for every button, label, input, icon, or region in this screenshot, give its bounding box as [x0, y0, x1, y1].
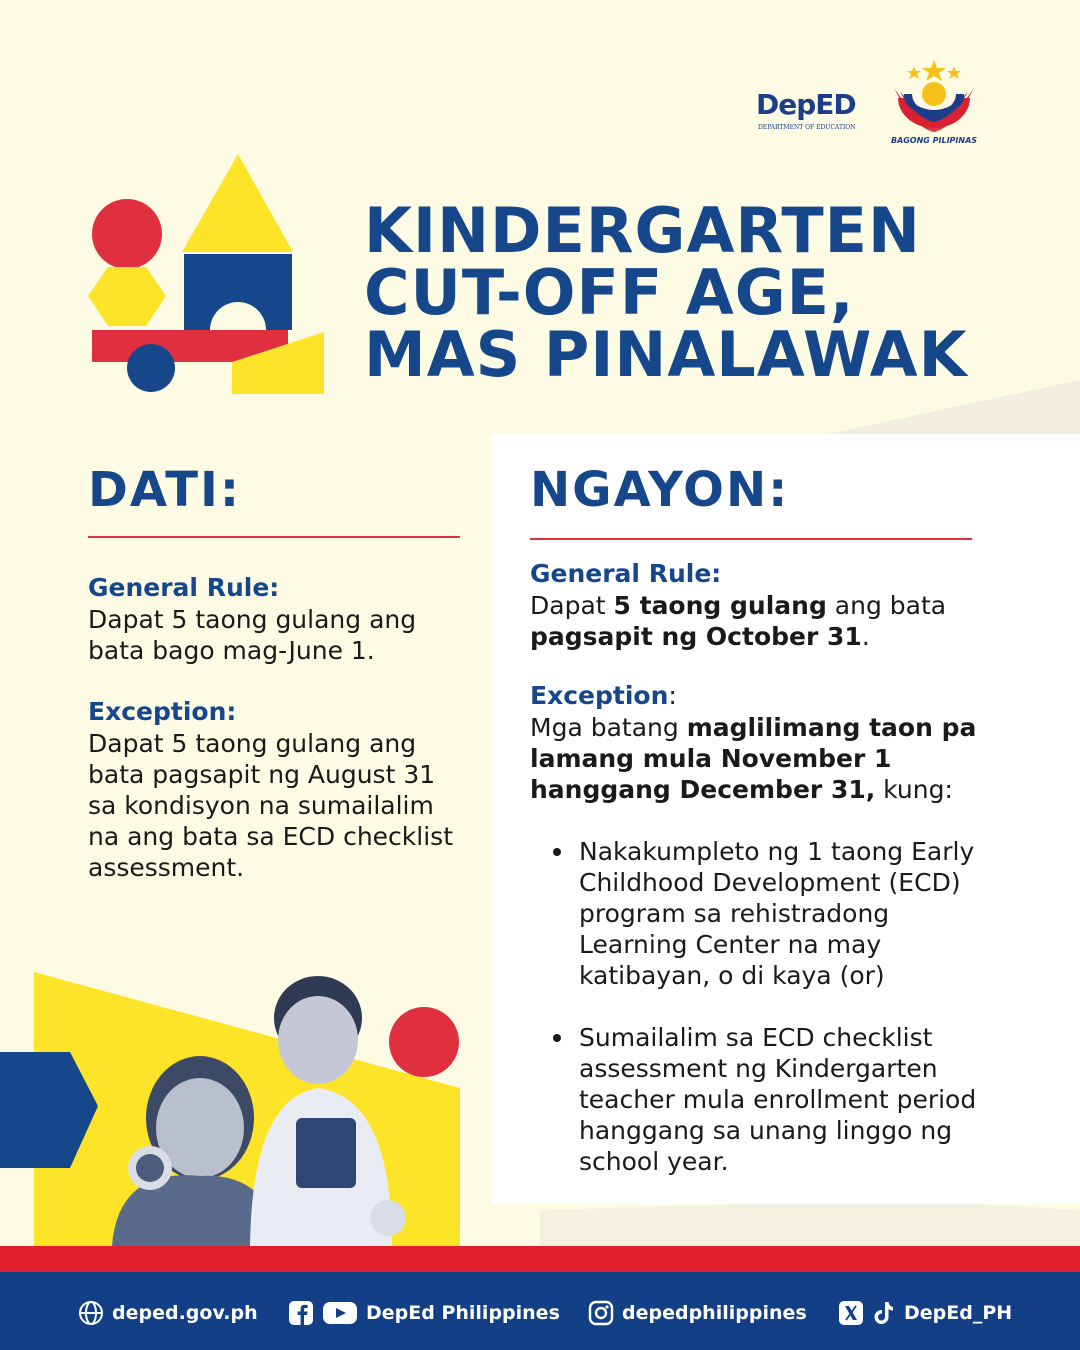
- bagong-pilipinas-logo: [884, 58, 984, 150]
- dati-general-label: General Rule:: [88, 573, 280, 602]
- ngayon-exception-label-row: [530, 680, 1000, 712]
- ngayon-exception-text-1: Mga batang: [530, 713, 687, 742]
- footer-website-text: deped.gov.ph: [112, 1302, 258, 1324]
- footer: [0, 1272, 1080, 1350]
- children-photo-area: [0, 968, 470, 1248]
- ngayon-general-label: General Rule:: [530, 559, 722, 588]
- instagram-icon: [588, 1300, 614, 1326]
- bagong-pilipinas-text: BAGONG PILIPINAS: [890, 136, 978, 145]
- footer-facebook-youtube-link[interactable]: [288, 1300, 560, 1326]
- bullet-dot-icon: [553, 848, 561, 856]
- ngayon-general-text-2: ang bata: [826, 591, 947, 620]
- dati-heading: DATI:: [88, 462, 242, 518]
- list-item-text: Nakakumpleto ng 1 taong Early Childhood Development (ECD) program sa rehistradong Learning Center na may katibayan, o di kaya (or): [579, 837, 975, 990]
- headline-line-1: KINDERGARTEN: [364, 194, 921, 267]
- youtube-icon: [322, 1300, 358, 1326]
- ngayon-conditions-list: [550, 836, 990, 1208]
- ngayon-heading: NGAYON:: [530, 462, 790, 518]
- footer-instagram-text: depedphilippines: [622, 1302, 807, 1324]
- list-item-text: Sumailalim sa ECD checklist assessment ng Kindergarten teacher mula enrollment period hanggang sa unang linggo ng school year.: [579, 1023, 977, 1176]
- ngayon-general-bold-1: 5 taong gulang: [613, 591, 827, 620]
- bullet-dot-icon: [553, 1034, 561, 1042]
- facebook-icon: [288, 1300, 314, 1326]
- ngayon-exception-bold: maglilimang taon pa lamang mula November 1 hanggang December 31,: [530, 713, 977, 804]
- bagong-pilipinas-emblem-icon: [884, 58, 984, 136]
- footer-facebook-youtube-text: DepEd Philippines: [366, 1302, 560, 1324]
- headline-line-3: MAS PINALAWAK: [364, 318, 968, 391]
- deped-logo-wordmark: DepED: [756, 88, 856, 121]
- dati-general-text: Dapat 5 taong gulang ang bata bago mag-June 1.: [88, 605, 417, 665]
- footer-red-band: [0, 1246, 1080, 1272]
- building-blocks-illustration: [86, 150, 326, 396]
- ngayon-general-bold-2: pagsapit ng October 31: [530, 622, 862, 651]
- deped-logo-subtitle: DEPARTMENT OF EDUCATION: [758, 124, 856, 131]
- list-item: [550, 836, 990, 991]
- list-item: [550, 1022, 990, 1177]
- headline: [364, 194, 1064, 391]
- footer-x-tiktok-text: DepEd_PH: [904, 1302, 1013, 1324]
- deped-logo: [756, 88, 864, 138]
- ngayon-general-text-1: Dapat: [530, 591, 614, 620]
- ngayon-exception-label: Exception: [530, 681, 669, 710]
- footer-x-tiktok-link[interactable]: [838, 1300, 1012, 1326]
- dati-divider: [88, 536, 460, 538]
- tiktok-icon: [872, 1300, 896, 1326]
- ngayon-general-rule: [530, 558, 990, 652]
- x-icon: [838, 1300, 864, 1326]
- footer-instagram-link[interactable]: [588, 1300, 807, 1326]
- ngayon-divider: [530, 538, 972, 540]
- ngayon-general-text-3: .: [861, 622, 870, 651]
- dati-exception: [88, 696, 468, 883]
- ngayon-exception-text-2: kung:: [875, 775, 953, 804]
- footer-website-link[interactable]: [78, 1300, 258, 1326]
- dati-exception-label: Exception:: [88, 697, 237, 726]
- ngayon-exception: [530, 680, 1000, 805]
- globe-icon: [78, 1300, 104, 1326]
- ngayon-exception-colon: :: [668, 681, 677, 710]
- ngayon-general-text: [530, 590, 990, 652]
- dati-exception-text: Dapat 5 taong gulang ang bata pagsapit ng August 31 sa kondisyon na sumailalim na ang bata sa ECD checklist assessment.: [88, 729, 454, 882]
- headline-line-2: CUT-OFF AGE,: [364, 256, 855, 329]
- ngayon-exception-text: [530, 712, 1000, 805]
- dati-general-rule: [88, 572, 468, 666]
